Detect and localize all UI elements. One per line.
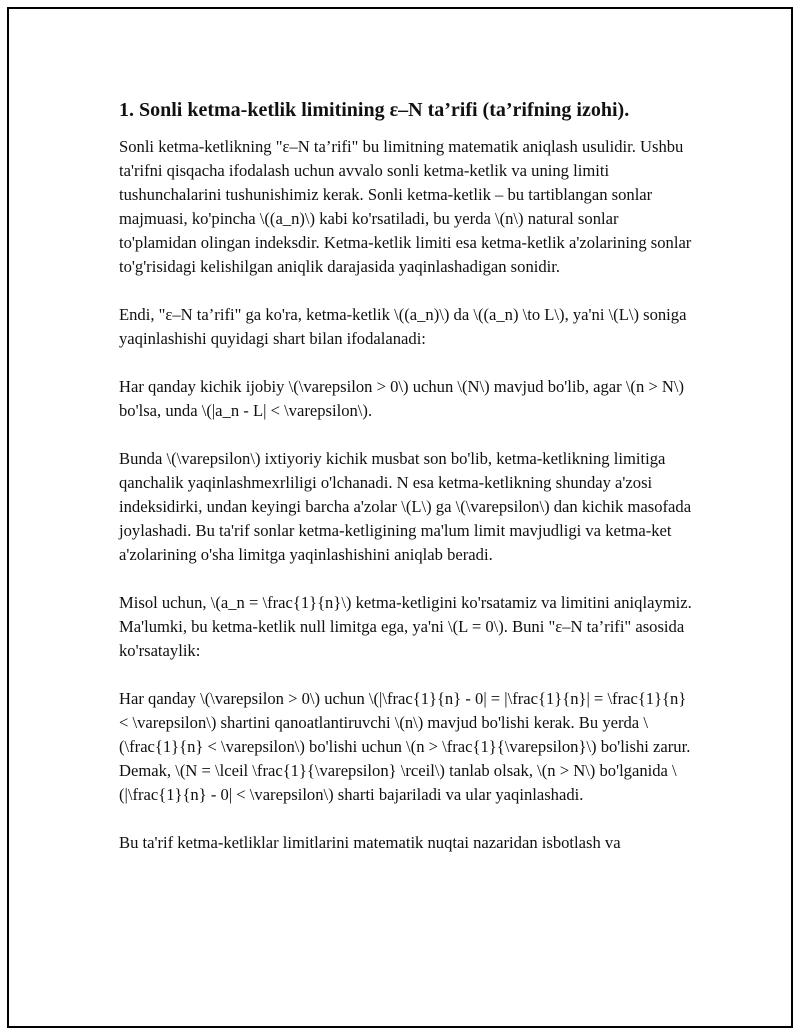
page-frame	[7, 7, 793, 1028]
paragraph-conclusion-fragment: Bu ta'rif ketma-ketliklar limitlarini matematik nuqtai nazaridan isbotlash va	[119, 833, 621, 852]
document-body	[119, 97, 694, 879]
paragraph-example-intro: Misol uchun, \(a_n = \frac{1}{n}\) ketma-ketligini ko'rsatamiz va limitini aniqlaymiz. Ma'lumki, bu ketma-ketlik null limitga ega, ya'ni \(L = 0\). Buni "ε–N ta’rifi" asosida ko'rsataylik:	[119, 593, 692, 660]
paragraph-example-proof: Har qanday \(\varepsilon > 0\) uchun \(|\frac{1}{n} - 0| = |\frac{1}{n}| = \frac{1}{n} < \varepsilon\) shartini qanoatlantiruvchi \(n\) mavjud bo'lishi kerak. Bu yerda \(\frac{1}{n} < \varepsilon\) bo'lishi uchun \(n > \frac{1}{\varepsilon}\) bo'lishi zarur. Demak, \(N = \lceil \frac{1}{\varepsilon} \rceil\) tanlab olsak, \(n > N\) bo'lganida \(|\frac{1}{n} - 0| < \varepsilon\) sharti bajariladi va ular yaqinlashadi.	[119, 689, 691, 804]
paragraph-epsilon-condition: Har qanday kichik ijobiy \(\varepsilon > 0\) uchun \(N\) mavjud bo'lib, agar \(n > N\) bo'lsa, unda \(|a_n - L| < \varepsilon\).	[119, 377, 685, 420]
paragraph-definition-condition-intro: Endi, "ε–N ta’rifi" ga ko'ra, ketma-ketlik \((a_n)\) da \((a_n) \to L\), ya'ni \(L\) soniga yaqinlashishi quyidagi shart bilan ifodalanadi:	[119, 305, 687, 348]
paragraph-definition-intro: Sonli ketma-ketlikning "ε–N ta’rifi" bu limitning matematik aniqlash usulidir. Ushbu ta'rifni qisqacha ifodalash uchun avvalo sonli ketma-ketlik va uning limiti tushunchalarini tushunishimiz kerak. Sonli ketma-ketlik – bu tartiblangan sonlar majmuasi, ko'pincha \((a_n)\) kabi ko'rsatiladi, bu yerda \(n\) natural sonlar to'plamidan olingan indeksdir. Ketma-ketlik limiti esa ketma-ketlik a'zolarining sonlar to'g'risidagi kelishilgan aniqlik darajasida yaqinlashadigan sonidir.	[119, 137, 692, 276]
document-title: 1. Sonli ketma-ketlik limitining ε–N ta’rifi (ta’rifning izohi).	[119, 99, 630, 121]
paragraph-epsilon-explanation: Bunda \(\varepsilon\) ixtiyoriy kichik musbat son bo'lib, ketma-ketlikning limitiga qanchalik yaqinlashmexrliligi o'lchanadi. N esa ketma-ketlikning shunday a'zosi indeksidirki, undan keyingi barcha a'zolar \(L\) ga \(\varepsilon\) dan kichik masofada joylashadi. Bu ta'rif sonlar ketma-ketligining ma'lum limit mavjudligi va ketma-ket a'zolarining o'sha limitga yaqinlashishini aniqlab beradi.	[119, 449, 692, 564]
